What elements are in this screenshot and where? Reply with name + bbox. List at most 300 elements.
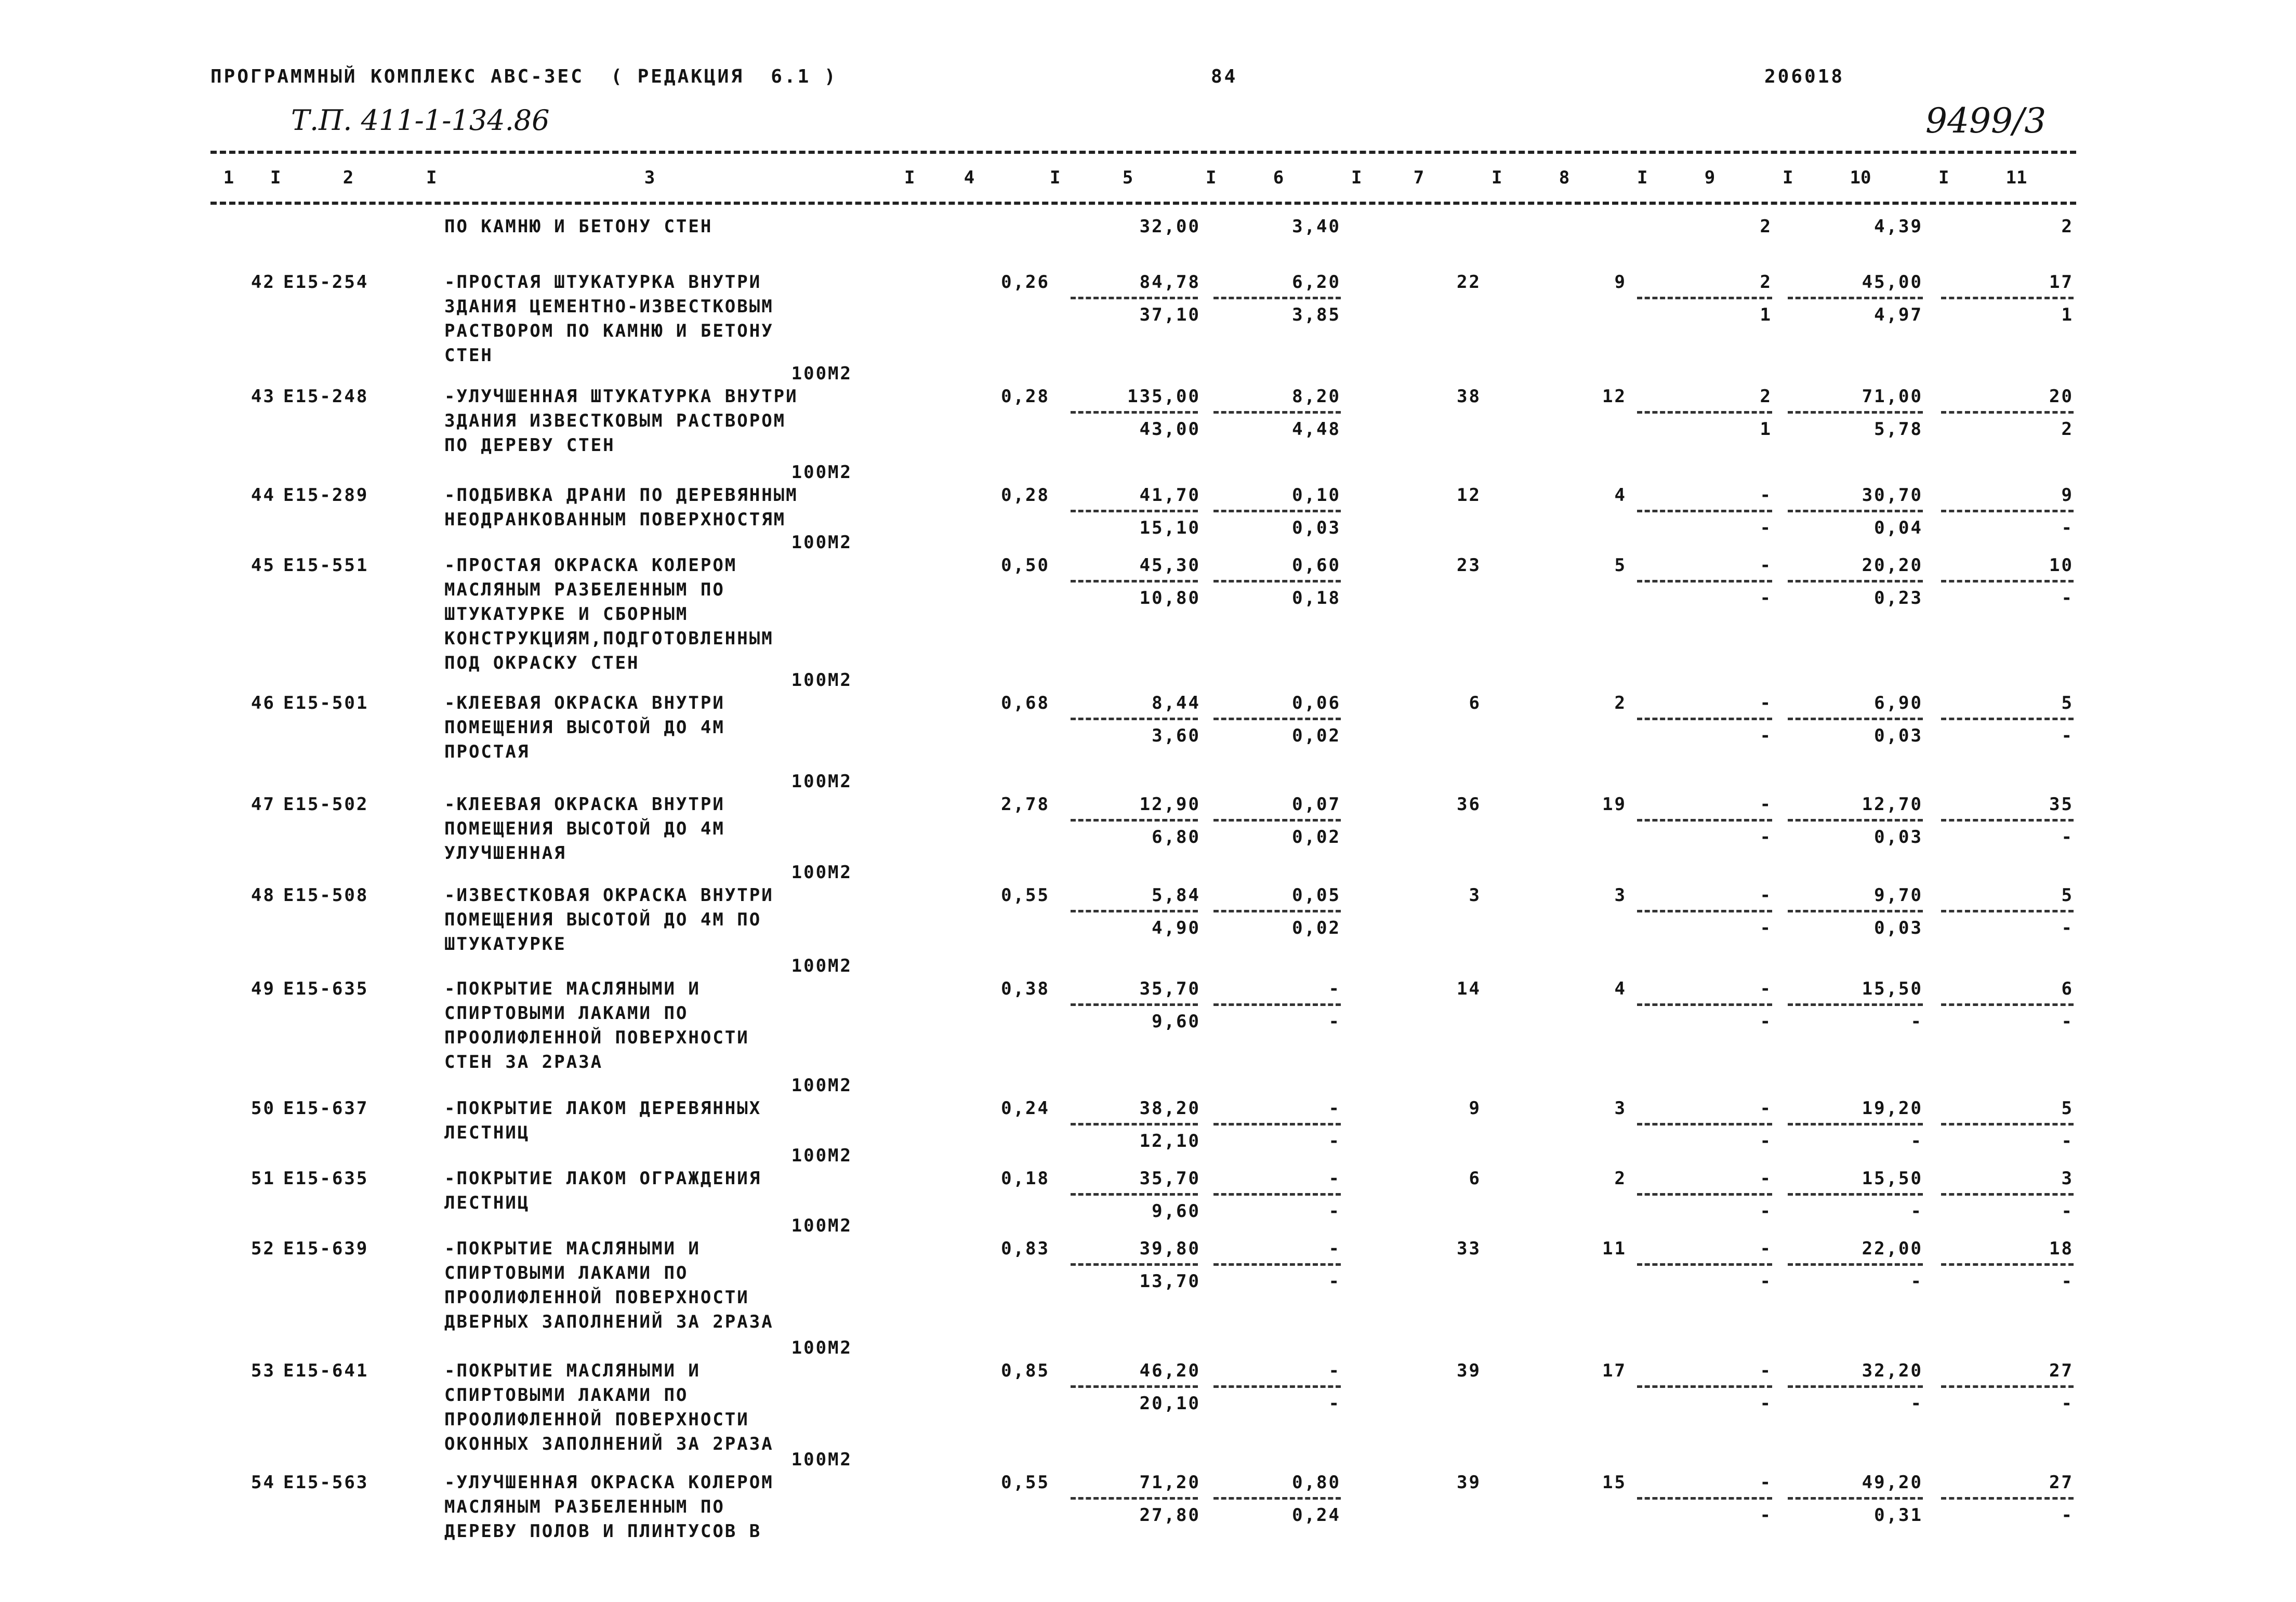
col4-value: 0,55 [1001,1472,1050,1493]
col11-value-lower: - [2061,1201,2074,1222]
item-description: -ПОКРЫТИЕ МАСЛЯНЫМИ И [444,1238,701,1259]
col6-value-lower: 3,85 [1292,304,1341,325]
dashed-divider [1637,819,1772,822]
item-description: СПИРТОВЫМИ ЛАКАМИ ПО [444,1385,689,1406]
col9-value-lower: - [1760,827,1772,848]
col5-value: 35,70 [1139,1168,1200,1189]
col7-value: 12 [1457,485,1481,506]
col6-value-lower: - [1328,1393,1341,1414]
column-header-3: 3 [644,167,655,188]
item-description: СТЕН ЗА 2РАЗА [444,1052,603,1073]
item-description: -КЛЕЕВАЯ ОКРАСКА ВНУТРИ [444,693,725,713]
col5-value: 71,20 [1139,1472,1200,1493]
col9-value: - [1760,978,1772,999]
dashed-divider [1213,297,1341,299]
col8-value: 3 [1614,885,1627,906]
item-description: ДВЕРНЫХ ЗАПОЛНЕНИЙ ЗА 2РАЗА [444,1312,774,1332]
col4-value: 0,85 [1001,1360,1050,1381]
col4-value: 2,78 [1001,794,1050,815]
item-number: 50 [251,1098,275,1119]
item-description: -УЛУЧШЕННАЯ ОКРАСКА КОЛЕРОМ [444,1472,774,1493]
dashed-divider [1941,910,2074,912]
item-code: Е15-639 [283,1238,369,1259]
dashed-divider [1941,1193,2074,1196]
col10-value-lower: 0,03 [1874,725,1923,746]
dashed-divider [1213,718,1341,720]
item-unit: 100М2 [791,363,852,384]
col4-value: 0,26 [1001,272,1050,293]
col6-value: 0,10 [1292,485,1341,506]
col5-value-lower: 6,80 [1152,827,1200,848]
column-header-11: 11 [2005,167,2027,188]
dashed-divider [1071,1385,1198,1388]
item-description: СПИРТОВЫМИ ЛАКАМИ ПО [444,1263,689,1283]
col5-value-lower: 9,60 [1152,1201,1200,1222]
dashed-divider [1637,297,1772,299]
col7-value: 6 [1469,1168,1481,1189]
col9-value: - [1760,794,1772,815]
col5-value: 5,84 [1152,885,1200,906]
col6-value: - [1328,1238,1341,1259]
project-designation: Т.П. 411-1-134.86 [291,104,550,137]
col11-value: 18 [2049,1238,2074,1259]
dashed-divider [1071,1193,1198,1196]
header-rule-top [210,151,2076,154]
col6-value-lower: 0,02 [1292,827,1341,848]
column-separator: I [904,167,915,188]
col9-value-lower: - [1760,1505,1772,1526]
col10-value: 4,39 [1874,216,1923,237]
dashed-divider [1213,580,1341,582]
col10-value: 71,00 [1862,386,1923,407]
col7-value: 38 [1457,386,1481,407]
col5-value-lower: 10,80 [1139,588,1200,608]
dashed-divider [1941,1003,2074,1006]
item-description: ПОМЕЩЕНИЯ ВЫСОТОЙ ДО 4М [444,717,725,738]
column-header-1: 1 [223,167,234,188]
item-description: ЗДАНИЯ ЦЕМЕНТНО-ИЗВЕСТКОВЫМ [444,296,774,317]
item-description: МАСЛЯНЫМ РАЗБЕЛЕННЫМ ПО [444,579,725,600]
item-number: 46 [251,693,275,713]
col6-value-lower: 0,03 [1292,518,1341,538]
col8-value: 4 [1614,978,1627,999]
col9-value-lower: - [1760,1011,1772,1032]
col6-value: 0,07 [1292,794,1341,815]
dashed-divider [1637,910,1772,912]
dashed-divider [1071,1497,1198,1500]
item-code: Е15-563 [283,1472,369,1493]
col8-value: 2 [1614,693,1627,713]
col8-value: 5 [1614,555,1627,576]
col5-value: 35,70 [1139,978,1200,999]
col11-value: 6 [2061,978,2074,999]
col5-value: 8,44 [1152,693,1200,713]
col5-value: 32,00 [1139,216,1200,237]
item-unit: 100М2 [791,1075,852,1096]
item-description: -ИЗВЕСТКОВАЯ ОКРАСКА ВНУТРИ [444,885,774,906]
dashed-divider [1071,411,1198,414]
item-description: КОНСТРУКЦИЯМ,ПОДГОТОВЛЕННЫМ [444,628,774,649]
col7-value: 6 [1469,693,1481,713]
col6-value: - [1328,1098,1341,1119]
col5-value-lower: 12,10 [1139,1131,1200,1151]
dashed-divider [1941,1263,2074,1266]
item-description: ПОМЕЩЕНИЯ ВЫСОТОЙ ДО 4М [444,818,725,839]
col6-value: 0,06 [1292,693,1341,713]
item-description: ОКОННЫХ ЗАПОЛНЕНИЙ ЗА 2РАЗА [444,1434,774,1454]
item-code: Е15-501 [283,693,369,713]
dashed-divider [1788,718,1923,720]
col9-value-lower: 1 [1760,419,1772,440]
col7-value: 3 [1469,885,1481,906]
dashed-divider [1788,1123,1923,1126]
item-description: ПОД ОКРАСКУ СТЕН [444,653,640,673]
dashed-divider [1213,411,1341,414]
col11-value: 5 [2061,885,2074,906]
col11-value: 5 [2061,1098,2074,1119]
col7-value: 36 [1457,794,1481,815]
dashed-divider [1637,1193,1772,1196]
item-unit: 100М2 [791,462,852,483]
sheet-number: 9499/3 [1925,101,2047,141]
column-header-2: 2 [342,167,354,188]
col11-value-lower: - [2061,1271,2074,1292]
col10-value: 12,70 [1862,794,1923,815]
col9-value-lower: - [1760,1131,1772,1151]
col6-value-lower: 0,24 [1292,1505,1341,1526]
item-code: Е15-254 [283,272,369,293]
col9-value: - [1760,885,1772,906]
header-rule-bottom [210,202,2076,205]
item-description: -ПОКРЫТИЕ МАСЛЯНЫМИ И [444,1360,701,1381]
col6-value-lower: - [1328,1271,1341,1292]
col8-value: 17 [1602,1360,1627,1381]
col4-value: 0,38 [1001,978,1050,999]
col10-value-lower: - [1910,1393,1923,1414]
dashed-divider [1071,910,1198,912]
item-description: -ПОКРЫТИЕ ЛАКОМ ДЕРЕВЯННЫХ [444,1098,762,1119]
item-description: ПРООЛИФЛЕННОЙ ПОВЕРХНОСТИ [444,1409,749,1430]
col6-value-lower: 0,02 [1292,918,1341,938]
item-number: 48 [251,885,275,906]
column-header-4: 4 [964,167,975,188]
column-separator: I [1637,167,1648,188]
col10-value-lower: 0,31 [1874,1505,1923,1526]
col11-value-lower: - [2061,518,2074,538]
col5-value-lower: 43,00 [1139,419,1200,440]
col5-value-lower: 9,60 [1152,1011,1200,1032]
item-unit: 100М2 [791,1215,852,1236]
col10-value-lower: 0,23 [1874,588,1923,608]
col9-value-lower: - [1760,918,1772,938]
col11-value-lower: - [2061,827,2074,848]
item-description: -УЛУЧШЕННАЯ ШТУКАТУРКА ВНУТРИ [444,386,798,407]
column-separator: I [1206,167,1217,188]
col10-value: 15,50 [1862,978,1923,999]
col9-value: - [1760,555,1772,576]
dashed-divider [1788,411,1923,414]
column-separator: I [426,167,437,188]
item-description: ЛЕСТНИЦ [444,1122,530,1143]
column-separator: I [1938,167,1949,188]
dashed-divider [1637,718,1772,720]
item-code: Е15-248 [283,386,369,407]
col6-value: 0,60 [1292,555,1341,576]
col10-value: 6,90 [1874,693,1923,713]
col10-value: 30,70 [1862,485,1923,506]
item-description: СПИРТОВЫМИ ЛАКАМИ ПО [444,1003,689,1024]
item-description: -ПРОСТАЯ ОКРАСКА КОЛЕРОМ [444,555,737,576]
col9-value: 2 [1760,386,1772,407]
col9-value: - [1760,1168,1772,1189]
dashed-divider [1071,718,1198,720]
item-description: ШТУКАТУРКЕ И СБОРНЫМ [444,604,689,625]
item-code: Е15-289 [283,485,369,506]
dashed-divider [1637,1003,1772,1006]
col9-value-lower: - [1760,1201,1772,1222]
col5-value-lower: 13,70 [1139,1271,1200,1292]
col5-value-lower: 4,90 [1152,918,1200,938]
col11-value: 10 [2049,555,2074,576]
col10-value: 32,20 [1862,1360,1923,1381]
dashed-divider [1213,1193,1341,1196]
item-description: -ПОКРЫТИЕ МАСЛЯНЫМИ И [444,978,701,999]
item-number: 45 [251,555,275,576]
col6-value-lower: 0,18 [1292,588,1341,608]
col9-value-lower: - [1760,725,1772,746]
dashed-divider [1788,297,1923,299]
col10-value-lower: 0,04 [1874,518,1923,538]
dashed-divider [1941,1123,2074,1126]
dashed-divider [1788,1263,1923,1266]
item-code: Е15-637 [283,1098,369,1119]
col4-value: 0,83 [1001,1238,1050,1259]
dashed-divider [1213,910,1341,912]
col8-value: 11 [1602,1238,1627,1259]
col7-value: 9 [1469,1098,1481,1119]
col9-value: - [1760,485,1772,506]
dashed-divider [1071,580,1198,582]
col11-value: 27 [2049,1472,2074,1493]
dashed-divider [1071,1003,1198,1006]
item-unit: 100М2 [791,532,852,553]
dashed-divider [1637,1385,1772,1388]
col7-value: 39 [1457,1472,1481,1493]
item-description: РАСТВОРОМ ПО КАМНЮ И БЕТОНУ [444,321,774,341]
col6-value: 8,20 [1292,386,1341,407]
col4-value: 0,28 [1001,485,1050,506]
col10-value-lower: 4,97 [1874,304,1923,325]
dashed-divider [1637,1263,1772,1266]
col6-value: 6,20 [1292,272,1341,293]
col9-value: 2 [1760,216,1772,237]
col11-value-lower: 1 [2061,304,2074,325]
col10-value: 15,50 [1862,1168,1923,1189]
col5-value-lower: 15,10 [1139,518,1200,538]
dashed-divider [1071,1263,1198,1266]
item-description: МАСЛЯНЫМ РАЗБЕЛЕННЫМ ПО [444,1497,725,1517]
dashed-divider [1637,1497,1772,1500]
item-number: 43 [251,386,275,407]
col10-value: 20,20 [1862,555,1923,576]
col9-value-lower: - [1760,1393,1772,1414]
item-number: 42 [251,272,275,293]
item-description: НЕОДРАНКОВАННЫМ ПОВЕРХНОСТЯМ [444,509,786,530]
col11-value-lower: - [2061,725,2074,746]
col9-value: - [1760,1238,1772,1259]
col7-value: 33 [1457,1238,1481,1259]
item-description: ДЕРЕВУ ПОЛОВ И ПЛИНТУСОВ В [444,1521,762,1542]
col5-value: 46,20 [1139,1360,1200,1381]
document-code: 206018 [1764,66,1845,87]
dashed-divider [1941,819,2074,822]
dashed-divider [1941,297,2074,299]
col11-value: 2 [2061,216,2074,237]
column-header-8: 8 [1559,167,1570,188]
col11-value-lower: - [2061,1131,2074,1151]
item-unit: 100М2 [791,1338,852,1358]
dashed-divider [1941,1385,2074,1388]
col11-value: 5 [2061,693,2074,713]
dashed-divider [1213,1123,1341,1126]
col6-value-lower: 0,02 [1292,725,1341,746]
item-description: ПО ДЕРЕВУ СТЕН [444,435,615,456]
col10-value-lower: 5,78 [1874,419,1923,440]
col11-value: 20 [2049,386,2074,407]
dashed-divider [1941,510,2074,512]
dashed-divider [1941,718,2074,720]
col11-value-lower: - [2061,1011,2074,1032]
col7-value: 14 [1457,978,1481,999]
col11-value: 35 [2049,794,2074,815]
col6-value-lower: - [1328,1131,1341,1151]
col9-value: 2 [1760,272,1772,293]
col5-value-lower: 37,10 [1139,304,1200,325]
dashed-divider [1637,580,1772,582]
item-unit: 100М2 [791,862,852,883]
col8-value: 15 [1602,1472,1627,1493]
col9-value: - [1760,1472,1772,1493]
col4-value: 0,28 [1001,386,1050,407]
col6-value-lower: - [1328,1201,1341,1222]
item-description: -ПОДБИВКА ДРАНИ ПО ДЕРЕВЯННЫМ [444,485,798,506]
col5-value: 41,70 [1139,485,1200,506]
item-description: ПО КАМНЮ И БЕТОНУ СТЕН [444,216,713,237]
dashed-divider [1071,819,1198,822]
col9-value: - [1760,693,1772,713]
col11-value-lower: - [2061,918,2074,938]
col8-value: 9 [1614,272,1627,293]
item-description: ШТУКАТУРКЕ [444,934,566,955]
dashed-divider [1213,1263,1341,1266]
col5-value-lower: 27,80 [1139,1505,1200,1526]
col9-value-lower: 1 [1760,304,1772,325]
col4-value: 0,50 [1001,555,1050,576]
item-description: ПОМЕЩЕНИЯ ВЫСОТОЙ ДО 4М ПО [444,909,762,930]
col7-value: 22 [1457,272,1481,293]
item-description: ЗДАНИЯ ИЗВЕСТКОВЫМ РАСТВОРОМ [444,411,786,431]
col11-value-lower: 2 [2061,419,2074,440]
col9-value: - [1760,1098,1772,1119]
col5-value: 84,78 [1139,272,1200,293]
column-separator: I [1050,167,1061,188]
item-description: ЛЕСТНИЦ [444,1193,530,1213]
item-code: Е15-635 [283,978,369,999]
column-header-10: 10 [1850,167,1871,188]
item-description: СТЕН [444,345,493,366]
col11-value-lower: - [2061,1505,2074,1526]
column-separator: I [270,167,281,188]
program-title: ПРОГРАММНЫЙ КОМПЛЕКС АВС-3ЕС ( РЕДАКЦИЯ 6.1 ) [210,66,838,87]
col6-value: - [1328,1360,1341,1381]
column-header-7: 7 [1413,167,1424,188]
col8-value: 2 [1614,1168,1627,1189]
col8-value: 4 [1614,485,1627,506]
col10-value: 45,00 [1862,272,1923,293]
col8-value: 19 [1602,794,1627,815]
item-number: 54 [251,1472,275,1493]
col11-value: 17 [2049,272,2074,293]
item-number: 51 [251,1168,275,1189]
dashed-divider [1213,819,1341,822]
col5-value-lower: 3,60 [1152,725,1200,746]
col10-value-lower: - [1910,1011,1923,1032]
col6-value: 0,80 [1292,1472,1341,1493]
dashed-divider [1941,1497,2074,1500]
dashed-divider [1788,1497,1923,1500]
col11-value: 27 [2049,1360,2074,1381]
col4-value: 0,18 [1001,1168,1050,1189]
item-code: Е15-508 [283,885,369,906]
item-code: Е15-502 [283,794,369,815]
col7-value: 39 [1457,1360,1481,1381]
item-unit: 100М2 [791,771,852,792]
item-number: 47 [251,794,275,815]
col5-value: 39,80 [1139,1238,1200,1259]
item-number: 44 [251,485,275,506]
dashed-divider [1213,510,1341,512]
column-header-6: 6 [1273,167,1284,188]
col6-value: 0,05 [1292,885,1341,906]
dashed-divider [1637,411,1772,414]
dashed-divider [1071,510,1198,512]
col5-value-lower: 20,10 [1139,1393,1200,1414]
col10-value-lower: - [1910,1131,1923,1151]
col11-value: 9 [2061,485,2074,506]
item-unit: 100М2 [791,1449,852,1470]
col8-value: 3 [1614,1098,1627,1119]
col4-value: 0,55 [1001,885,1050,906]
dashed-divider [1071,297,1198,299]
col9-value: - [1760,1360,1772,1381]
col4-value: 0,24 [1001,1098,1050,1119]
col6-value-lower: - [1328,1011,1341,1032]
col11-value-lower: - [2061,588,2074,608]
dashed-divider [1071,1123,1198,1126]
page-number: 84 [1211,66,1238,87]
col11-value: 3 [2061,1168,2074,1189]
col10-value-lower: 0,03 [1874,918,1923,938]
col10-value-lower: 0,03 [1874,827,1923,848]
item-description: -КЛЕЕВАЯ ОКРАСКА ВНУТРИ [444,794,725,815]
col6-value-lower: 4,48 [1292,419,1341,440]
item-description: ПРОСТАЯ [444,742,530,762]
item-code: Е15-641 [283,1360,369,1381]
dashed-divider [1788,1193,1923,1196]
item-number: 53 [251,1360,275,1381]
col4-value: 0,68 [1001,693,1050,713]
dashed-divider [1941,580,2074,582]
